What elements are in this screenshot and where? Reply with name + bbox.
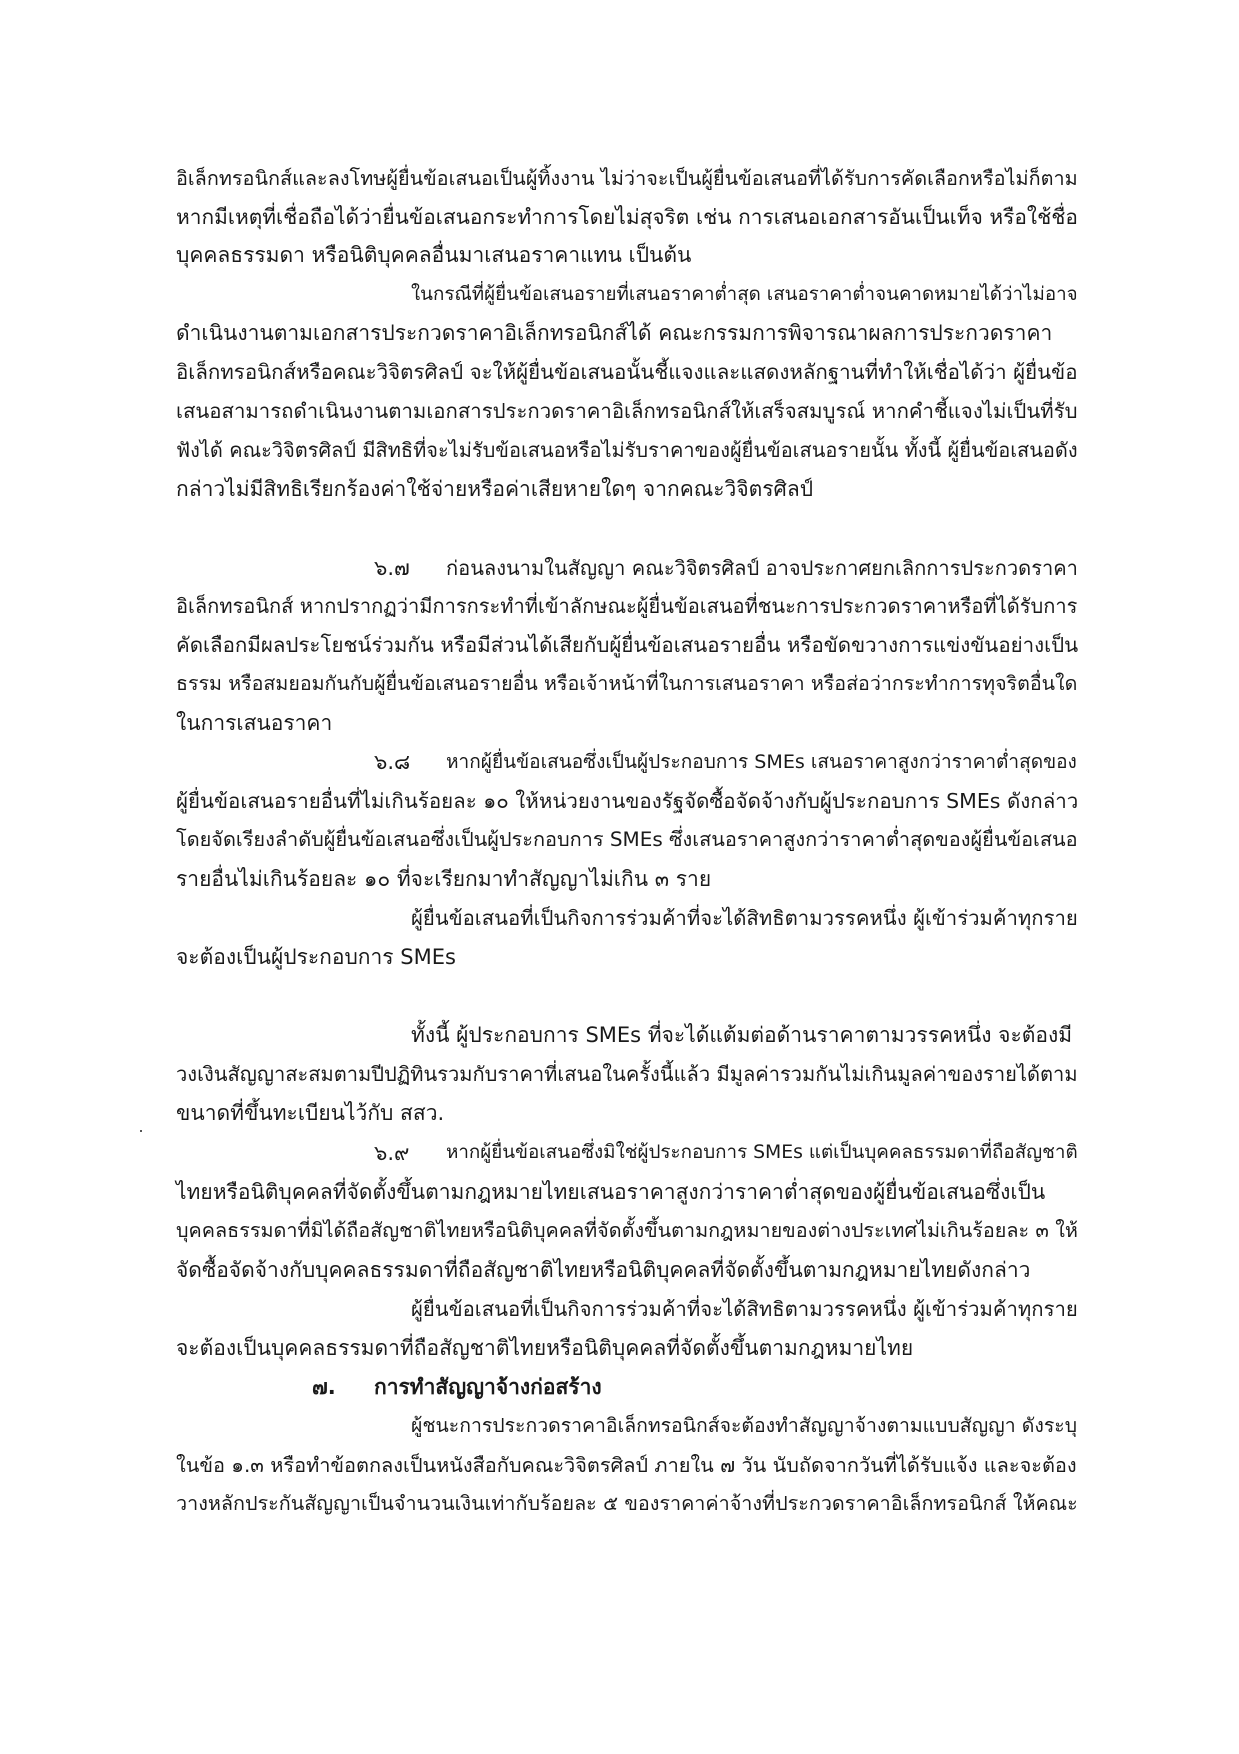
text-line: บุคคลธรรมดา หรือนิติบุคคลอื่นมาเสนอราคาแทน เป็นต้น (176, 243, 692, 267)
text-line: อิเล็กทรอนิกส์และลงโทษผู้ยื่นข้อเสนอเป็นผู้ทิ้งงาน ไม่ว่าจะเป็นผู้ยื่นข้อเสนอที่ได้รับการคัดเลือกหรือไม่ก็ตาม (176, 167, 1078, 190)
text-line: ขนาดที่ขึ้นทะเบียนไว้กับ สสว. (176, 1101, 445, 1125)
text-line: ผู้ยื่นข้อเสนอรายอื่นที่ไม่เกินร้อยละ ๑๐ ให้หน่วยงานของรัฐจัดซื้อจัดจ้างกับผู้ประกอบการ SMEs ดังกล่าว (176, 789, 1079, 813)
text-line: วางหลักประกันสัญญาเป็นจำนวนเงินเท่ากับร้อยละ ๕ ของราคาค่าจ้างที่ประกวดราคาอิเล็กทรอนิกส์ ให้คณะ (176, 1492, 1078, 1515)
section-heading: การทำสัญญาจ้างก่อสร้าง (374, 1375, 602, 1399)
text-line: ผู้ยื่นข้อเสนอที่เป็นกิจการร่วมค้าที่จะได้สิทธิตามวรรคหนึ่ง ผู้เข้าร่วมค้าทุกราย (411, 906, 1078, 930)
text-line: วงเงินสัญญาสะสมตามปีปฏิทินรวมกับราคาที่เสนอในครั้งนี้แล้ว มีมูลค่ารวมกันไม่เกินมูลค่าของรายได้ตาม (176, 1062, 1078, 1086)
text-line: หากมีเหตุที่เชื่อถือได้ว่ายื่นข้อเสนอกระทำการโดยไม่สุจริต เช่น การเสนอเอกสารอันเป็นเท็จ หรือใช้ชื่อ (176, 205, 1078, 229)
section-number: ๗. (312, 1375, 336, 1399)
text-line: กล่าวไม่มีสิทธิเรียกร้องค่าใช้จ่ายหรือค่าเสียหายใดๆ จากคณะวิจิตรศิลป์ (176, 477, 814, 501)
text-line: ในข้อ ๑.๓ หรือทำข้อตกลงเป็นหนังสือกับคณะวิจิตรศิลป์ ภายใน ๗ วัน นับถัดจากวันที่ได้รับแจ้ง และจะต้อง (176, 1453, 1077, 1477)
text-line: หากผู้ยื่นข้อเสนอซึ่งเป็นผู้ประกอบการ SMEs เสนอราคาสูงกว่าราคาต่ำสุดของ (446, 751, 1077, 773)
text-line: รายอื่นไม่เกินร้อยละ ๑๐ ที่จะเรียกมาทำสัญญาไม่เกิน ๓ ราย (176, 867, 712, 891)
text-line: ผู้ชนะการประกวดราคาอิเล็กทรอนิกส์จะต้องทำสัญญาจ้างตามแบบสัญญา ดังระบุ (411, 1414, 1078, 1437)
clause-number: ๖.๗ (374, 556, 410, 580)
clause-number: ๖.๙ (374, 1141, 410, 1165)
text-line: ไทยหรือนิติบุคคลที่จัดตั้งขึ้นตามกฎหมายไทยเสนอราคาสูงกว่าราคาต่ำสุดของผู้ยื่นข้อเสนอซึ่งเป็น (176, 1180, 1046, 1204)
scan-speck (140, 1130, 142, 1132)
text-line: ในกรณีที่ผู้ยื่นข้อเสนอรายที่เสนอราคาต่ำสุด เสนอราคาต่ำจนคาดหมายได้ว่าไม่อาจ (411, 284, 1078, 305)
text-line: โดยจัดเรียงลำดับผู้ยื่นข้อเสนอซึ่งเป็นผู้ประกอบการ SMEs ซึ่งเสนอราคาสูงกว่าราคาต่ำสุดของผู้ยื่นข้อเสนอ (176, 828, 1078, 851)
text-line: ทั้งนี้ ผู้ประกอบการ SMEs ที่จะได้แต้มต่อด้านราคาตามวรรคหนึ่ง จะต้องมี (411, 1023, 1073, 1047)
text-line: จัดซื้อจัดจ้างกับบุคคลธรรมดาที่ถือสัญชาติไทยหรือนิติบุคคลที่จัดตั้งขึ้นตามกฎหมายไทยดังกล่าว (176, 1258, 1031, 1282)
text-line: เสนอสามารถดำเนินงานตามเอกสารประกวดราคาอิเล็กทรอนิกส์ให้เสร็จสมบูรณ์ หากคำชี้แจงไม่เป็นที่รับ (176, 399, 1078, 423)
text-line: ฟังได้ คณะวิจิตรศิลป์ มีสิทธิที่จะไม่รับข้อเสนอหรือไม่รับราคาของผู้ยื่นข้อเสนอรายนั้น ทั้งนี้ ผู้ยื่นข้อเสนอดัง (176, 438, 1078, 462)
text-line: ธรรม หรือสมยอมกันกับผู้ยื่นข้อเสนอรายอื่น หรือเจ้าหน้าที่ในการเสนอราคา หรือส่อว่ากระทำการทุจริตอื่นใด (176, 672, 1078, 695)
text-line: คัดเลือกมีผลประโยชน์ร่วมกัน หรือมีส่วนได้เสียกับผู้ยื่นข้อเสนอรายอื่น หรือขัดขวางการแข่งขันอย่างเป็น (176, 633, 1079, 657)
text-line: จะต้องเป็นผู้ประกอบการ SMEs (176, 945, 456, 969)
text-line: หากผู้ยื่นข้อเสนอซึ่งมิใช่ผู้ประกอบการ SMEs แต่เป็นบุคคลธรรมดาที่ถือสัญชาติ (446, 1142, 1078, 1163)
text-line: อิเล็กทรอนิกส์ หากปรากฏว่ามีการกระทำที่เข้าลักษณะผู้ยื่นข้อเสนอที่ชนะการประกวดราคาหรือที่ได้รับการ (176, 594, 1078, 618)
text-line: ในการเสนอราคา (176, 711, 333, 735)
text-line: ดำเนินงานตามเอกสารประกวดราคาอิเล็กทรอนิกส์ได้ คณะกรรมการพิจารณาผลการประกวดราคา (176, 321, 1053, 345)
text-line: ผู้ยื่นข้อเสนอที่เป็นกิจการร่วมค้าที่จะได้สิทธิตามวรรคหนึ่ง ผู้เข้าร่วมค้าทุกราย (411, 1297, 1078, 1321)
text-line: อิเล็กทรอนิกส์หรือคณะวิจิตรศิลป์ จะให้ผู้ยื่นข้อเสนอนั้นชี้แจงและแสดงหลักฐานที่ทำให้เชื่อได้ว่า ผู้ยื่นข้อ (176, 360, 1078, 384)
clause-number: ๖.๘ (374, 750, 411, 774)
text-line: ก่อนลงนามในสัญญา คณะวิจิตรศิลป์ อาจประกาศยกเลิกการประกวดราคา (446, 556, 1078, 580)
text-line: จะต้องเป็นบุคคลธรรมดาที่ถือสัญชาติไทยหรือนิติบุคคลที่จัดตั้งขึ้นตามกฎหมายไทย (176, 1336, 914, 1360)
text-line: บุคคลธรรมดาที่มิได้ถือสัญชาติไทยหรือนิติบุคคลที่จัดตั้งขึ้นตามกฎหมายของต่างประเทศไม่เกินร้อยละ ๓ ให้ (176, 1219, 1078, 1242)
